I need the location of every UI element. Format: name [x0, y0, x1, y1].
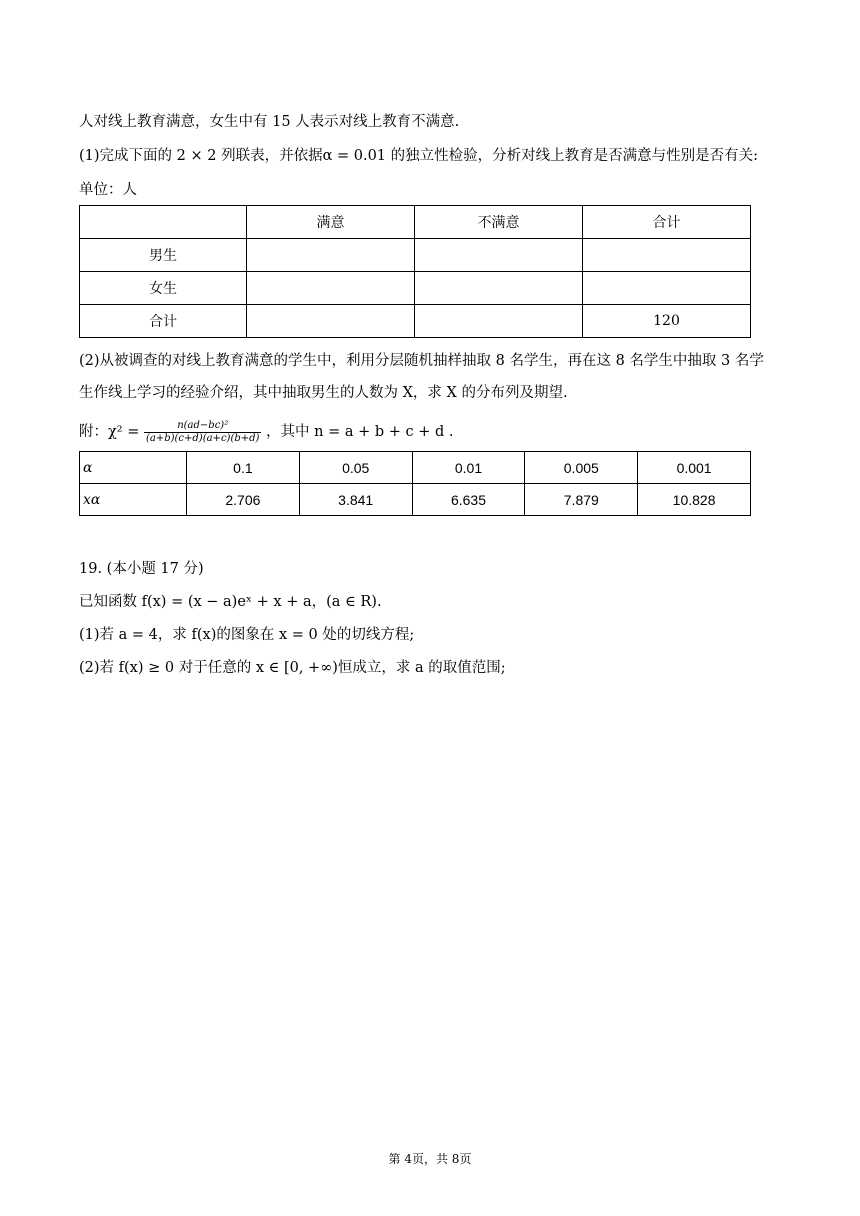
critical-value-table: [79, 451, 751, 516]
table-cell: 0.01: [412, 452, 525, 484]
row-label-total: 合计: [80, 305, 247, 338]
table-header-satisfied: 满意: [247, 206, 415, 239]
alpha-label: α: [80, 452, 187, 484]
problem-19-title: 19. (本小题 17 分): [79, 561, 204, 577]
chi-square-fraction: [144, 420, 261, 445]
table-row: [80, 305, 751, 338]
page-footer: 第 4页，共 8页: [388, 1152, 472, 1166]
table-cell: [247, 272, 415, 305]
table-cell: 0.001: [638, 452, 751, 484]
question-1-text: (1)完成下面的 2 × 2 列联表，并依据α = 0.01 的独立性检验，分析对线上教育是否满意与性别是否有关:: [79, 148, 759, 164]
table-header-row: [80, 206, 751, 239]
table-header-unsatisfied: 不满意: [415, 206, 583, 239]
table-row: [80, 272, 751, 305]
table-cell: [583, 272, 751, 305]
table-row: [80, 452, 751, 484]
table-cell: 7.879: [525, 484, 638, 516]
table-cell: 0.1: [187, 452, 300, 484]
intro-line: 人对线上教育满意，女生中有 15 人表示对线上教育不满意.: [79, 114, 460, 130]
x-alpha-label: xα: [80, 484, 187, 516]
table-cell: [415, 305, 583, 338]
contingency-table: [79, 205, 751, 338]
table-cell: [80, 206, 247, 239]
problem-19-given: 已知函数 f(x) = (x − a)eˣ + x + a，(a ∈ R).: [79, 594, 382, 610]
table-cell: [415, 239, 583, 272]
table-cell: 3.841: [299, 484, 412, 516]
table-cell: [415, 272, 583, 305]
formula-line: [79, 418, 454, 446]
table-cell: [247, 239, 415, 272]
question-2-line-1: (2)从被调查的对线上教育满意的学生中，利用分层随机抽样抽取 8 名学生，再在这 8 名学生中抽取 3 名学: [79, 353, 764, 369]
table-cell: [247, 305, 415, 338]
table-row: [80, 239, 751, 272]
table-cell: 6.635: [412, 484, 525, 516]
problem-19-question-2: (2)若 f(x) ≥ 0 对于任意的 x ∈ [0, +∞)恒成立，求 a 的取值范围;: [79, 660, 506, 676]
question-2-line-2: 生作线上学习的经验介绍，其中抽取男生的人数为 X，求 X 的分布列及期望.: [79, 385, 568, 401]
fraction-numerator: n(ad−bc)²: [144, 420, 261, 433]
table-cell: 10.828: [638, 484, 751, 516]
table-row: [80, 484, 751, 516]
row-label-male: 男生: [80, 239, 247, 272]
grand-total-cell: 120: [583, 305, 751, 338]
table-cell: 0.005: [525, 452, 638, 484]
problem-19-question-1: (1)若 a = 4，求 f(x)的图象在 x = 0 处的切线方程;: [79, 627, 415, 643]
table-cell: [583, 239, 751, 272]
fraction-denominator: (a+b)(c+d)(a+c)(b+d): [145, 432, 260, 444]
formula-suffix: ，其中 n = a + b + c + d .: [266, 424, 454, 440]
table-header-total: 合计: [583, 206, 751, 239]
formula-prefix: 附：χ² =: [79, 424, 140, 440]
table-cell: 0.05: [299, 452, 412, 484]
row-label-female: 女生: [80, 272, 247, 305]
table-cell: 2.706: [187, 484, 300, 516]
unit-label: 单位：人: [79, 182, 137, 198]
